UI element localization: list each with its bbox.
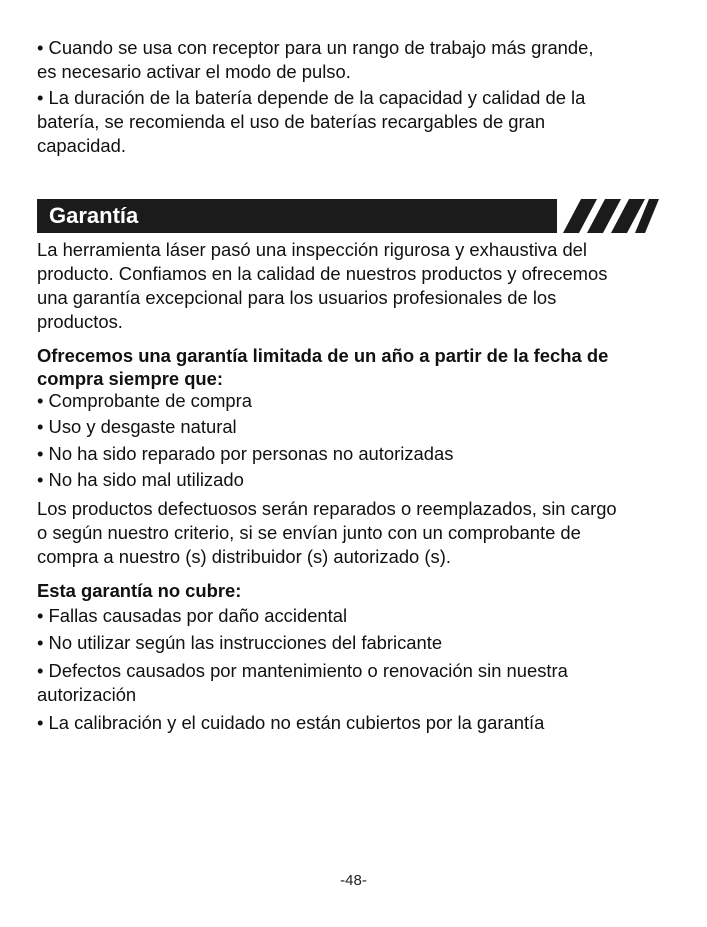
intro-bullet-2-line-3: capacidad. [37,135,126,156]
exclusion-item-2: • No utilizar según las instrucciones del fabricante [37,632,443,653]
intro-bullet-1-line-2: es necesario activar el modo de pulso. [37,61,351,82]
defective-line-3: compra a nuestro (s) distribuidor (s) autorizado (s). [37,546,451,567]
warranty-intro-line-2: producto. Confiamos en la calidad de nuestros productos y ofrecemos [37,263,608,284]
exclusion-item-1: • Fallas causadas por daño accidental [37,605,348,626]
offer-heading-line-1: Ofrecemos una garantía limitada de un año a partir de la fecha de [37,345,609,366]
section-title: Garantía [49,203,139,228]
warranty-intro-line-3: una garantía excepcional para los usuarios profesionales de los [37,287,557,308]
warranty-intro-line-4: productos. [37,311,123,332]
offer-item: • No ha sido reparado por personas no autorizadas [37,443,454,464]
intro-bullet-2-line-1: • La duración de la batería depende de la capacidad y calidad de la [37,87,586,108]
offer-item: • Uso y desgaste natural [37,416,237,437]
offer-item: • No ha sido mal utilizado [37,469,244,490]
defective-line-2: o según nuestro criterio, si se envían junto con un comprobante de [37,522,581,543]
warranty-intro-line-1: La herramienta láser pasó una inspección rigurosa y exhaustiva del [37,239,587,260]
intro-bullet-2-line-2: batería, se recomienda el uso de baterías recargables de gran [37,111,546,132]
exclusion-item-3-line-1: • Defectos causados por mantenimiento o renovación sin nuestra [37,660,568,681]
intro-bullet-1-line-1: • Cuando se usa con receptor para un rango de trabajo más grande, [37,37,594,58]
exclusions-heading: Esta garantía no cubre: [37,580,242,601]
offer-heading-line-2: compra siempre que: [37,368,224,389]
exclusion-item-3-line-2: autorización [37,684,137,705]
exclusion-item-4: • La calibración y el cuidado no están cubiertos por la garantía [37,712,545,733]
defective-line-1: Los productos defectuosos serán reparados o reemplazados, sin cargo [37,498,617,519]
section-banner [37,199,659,233]
offer-item: • Comprobante de compra [37,390,252,411]
page-number: -48- [340,872,367,889]
